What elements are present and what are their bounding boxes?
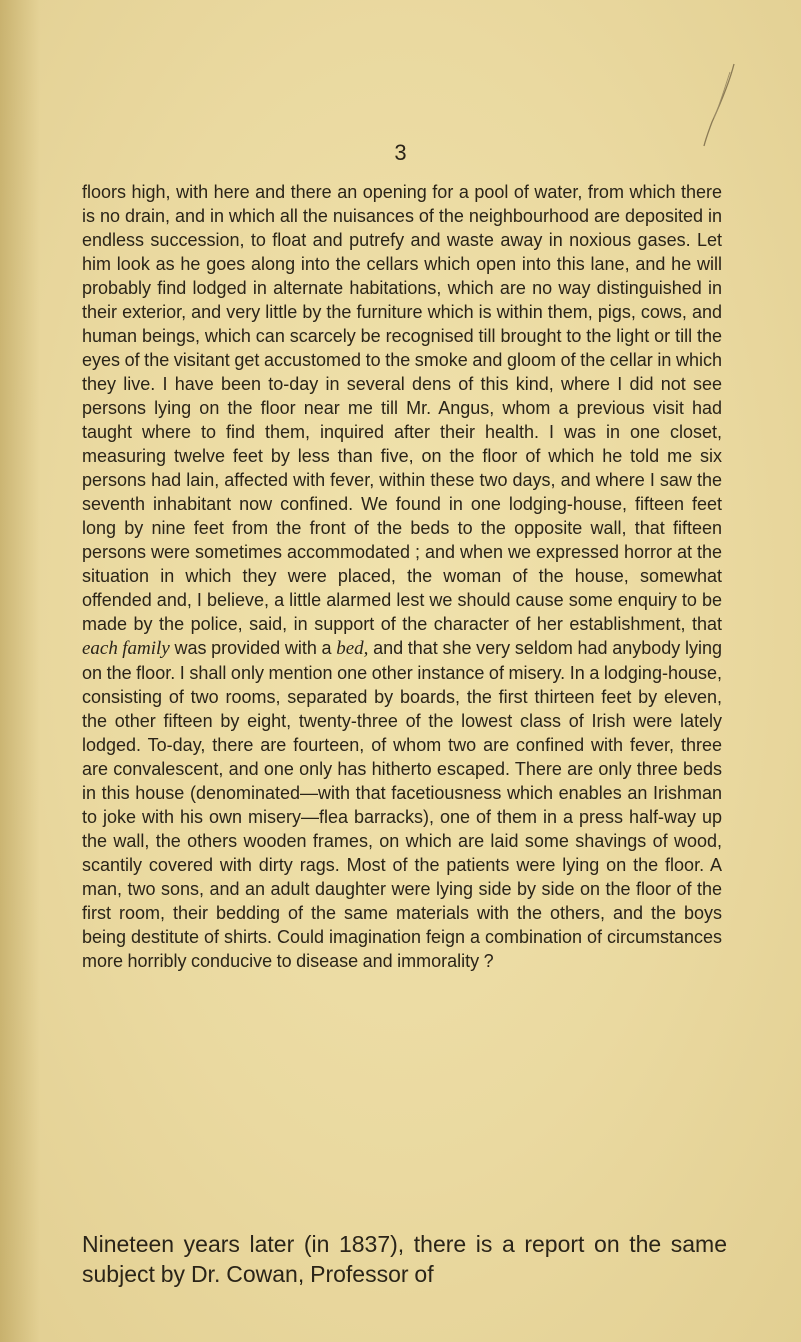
paragraph-text-part-3: and that she very seldom had anybody lying on the floor. I shall only mention one other instance of misery. In a lodging-house, consisting of two rooms, separated by boards, the first thirteen feet by eleven, the other fifteen by eight, twenty-three of the lowest class of Irish were lately lodged. To-day, there are fourteen, of whom two are confined with fever, three are convalescent, and one only has hitherto escaped. There are only three beds in this house (denominated—with that facetiousness which enables an Irishman to joke with his own misery—flea barracks), one of them in a press half-way up the wall, the others wooden frames, on which are laid some shavings of wood, scantily covered with dirty rags. Most of the patients were lying on the floor. A man, two sons, and an adult daughter were lying side by side on the floor of the first room, their bedding of the same materials with the others, and the boys being destitute of shirts. Could imagination feign a combination of circumstances more horribly conducive to disease and immorality ?: [82, 638, 722, 971]
paragraph-text-part-2: was provided with a: [174, 638, 332, 658]
pencil-mark-icon: [700, 60, 740, 150]
paragraph-text-part-1: floors high, with here and there an opening for a pool of water, from which there is no drain, and in which all the nuisances of the neighbourhood are deposited in endless succession, to float and putrefy and waste away in noxious gases. Let him look as he goes along into the cellars which open into this lane, and he will probably find lodged in alternate habitations, which are no way distinguished in their exterior, and very little by the furniture which is within them, pigs, cows, and human beings, which can scarcely be recognised till brought to the light or till the eyes of the visitant get accustomed to the smoke and gloom of the cellar in which they live. I have been to-day in several dens of this kind, where I did not see persons lying on the floor near me till Mr. Angus, whom a previous visit had taught where to find them, inquired after their health. I was in one closet, measuring twelve feet by less than five, on the floor of which he told me six persons had lain, affected with fever, within these two days, and where I saw the seventh inhabitant now confined. We found in one lodging-house, fifteen feet long by nine feet from the front of the beds to the opposite wall, that fifteen persons were sometimes accommodated ; and when we expressed horror at the situation in which they were placed, the woman of the house, somewhat offended and, I believe, a little alarmed lest we should cause some enquiry to be made by the police, said, in support of the character of her establishment, that: [82, 182, 722, 634]
italic-phrase-each-family: each family: [82, 638, 170, 659]
continuation-paragraph: Nineteen years later (in 1837), there is a report on the same subject by Dr. Cowan, Professor of: [82, 1231, 727, 1287]
italic-word-bed: bed,: [336, 638, 369, 659]
page-edge-shadow: [0, 0, 40, 1342]
body-paragraph: [82, 180, 722, 973]
page-number: 3: [394, 140, 407, 165]
